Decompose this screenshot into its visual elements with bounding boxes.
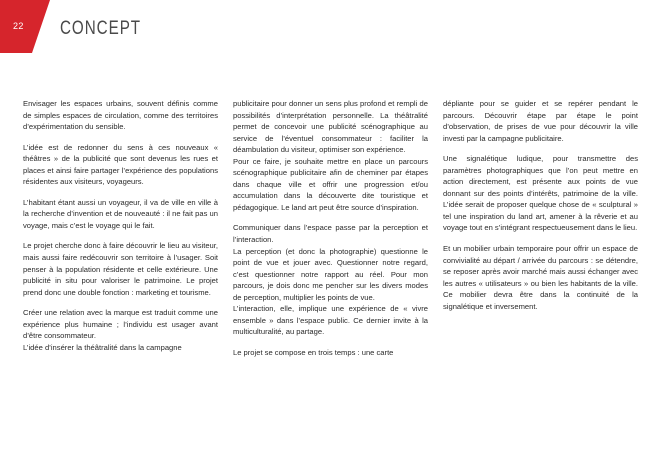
paragraph: Communiquer dans l’espace passe par la perception et l’interaction. (233, 223, 428, 245)
paragraph: dépliante pour se guider et se repérer pendant le parcours. Découvrir étape par étape le point d’observation, de prises de vue pour découvrir la ville investi par la campagne publicitaire. (443, 99, 638, 143)
paragraph: Une signalétique ludique, pour transmettre des paramètres photographiques que l’on peut mettre en action directement, est présente aux points de vue donnant sur des points d’intérêts, patrimoine de la ville. L’idée serait de proposer quelque chose de « sculptural » tel une inspiration du land art, amener à la rêverie et au voyage tout en s’intégrant respectueusement dans le lieu. (443, 154, 638, 233)
paragraph: Envisager les espaces urbains, souvent définis comme de simples espaces de circulation, comme des territoires d’expérimentation du sensible. (23, 99, 218, 132)
page-title: CONCEPT (60, 18, 142, 39)
paragraph: L’idée est de redonner du sens à ces nouveaux « théâtres » de la publicité que sont devenus les rues et places et ainsi faire partager l’expérience des populations résidentes aux visiteurs, voyageurs. (23, 142, 218, 187)
paragraph: L’habitant étant aussi un voyageur, il va de ville en ville à la recherche d’invention et de nouveauté : il ne fait pas un voyage, mais c’est le voyage qui le fait. (23, 197, 218, 230)
page-header (0, 0, 670, 58)
text-column-1 (23, 98, 218, 458)
text-columns (23, 98, 649, 458)
text-column-3 (443, 98, 638, 458)
paragraph: Le projet cherche donc à faire découvrir le lieu au visiteur, mais aussi faire redécouvrir son territoire à l’usager. Soit penser à la population résidente et celle extérieure. Une publicité in situ pour valoriser le patrimoine. Le projet prend donc une double fonction : marketing et tourisme. (23, 241, 218, 297)
paragraph: Pour ce faire, je souhaite mettre en place un parcours scénographique publicitaire afin de cheminer par étapes dans chaque ville et offrir une progression et/ou accumulation dans la découverte dite touristique et pédagogique. Le land art peut être source d’inspiration. (233, 156, 428, 212)
paragraph: L’interaction, elle, implique une expérience de « vivre ensemble » dans l’espace public. Ce dernier invite à la multiculturalité, au partage. (233, 304, 428, 337)
paragraph: L’idée d’insérer la théâtralité dans la campagne (23, 342, 182, 352)
paragraph: publicitaire pour donner un sens plus profond et rempli de possibilités d’interprétation personnelle. La théâtralité permet de concevoir une publicité scénographique au service de l’éventuel consommateur : faciliter la déambulation du visiteur, optimiser son expérience. (233, 99, 428, 155)
paragraph: Créer une relation avec la marque est traduit comme une expérience plus humaine ; l’individu est usager avant d’être consommateur. (23, 308, 218, 341)
paragraph: Le projet se compose en trois temps : une carte (233, 347, 394, 357)
text-column-2 (233, 98, 428, 458)
paragraph: La perception (et donc la photographie) questionne le point de vue et jouer avec. Questionner notre regard, c’est questionner notre rapport au réel. Pour mon parcours, je dois donc me pencher sur les divers modes de perception, multiplier les points de vue. (233, 246, 428, 302)
page-number-flag (0, 0, 50, 53)
paragraph: Et un mobilier urbain temporaire pour offrir un espace de convivialité au départ / arrivée du parcours : se détendre, se reposer après avoir marché mais aussi échanger avec les autres « utilisateurs » ou bien les habitants de la ville. Ce mobilier devra être dans la continuité de la signalétique et inversement. (443, 244, 638, 311)
page-number: 22 (13, 21, 24, 31)
